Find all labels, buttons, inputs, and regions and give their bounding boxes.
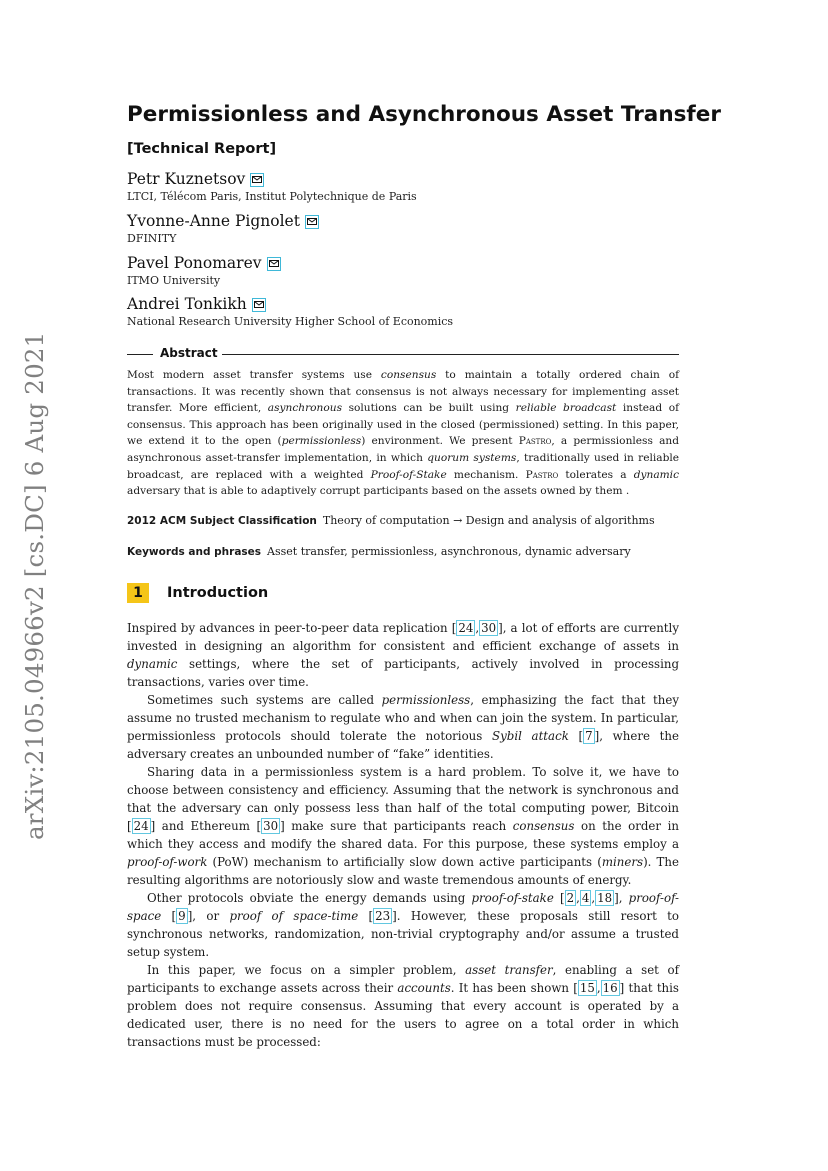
- author-name: Yvonne-Anne Pignolet: [127, 212, 300, 230]
- author-name: Andrei Tonkikh: [127, 295, 247, 313]
- citation-link[interactable]: 30: [481, 621, 497, 635]
- classification-value: Theory of computation → Design and analysis of algorithms: [322, 514, 655, 527]
- citation-link[interactable]: 16: [602, 981, 618, 995]
- author-name: Pavel Ponomarev: [127, 254, 262, 272]
- citation-link[interactable]: 2: [566, 891, 575, 905]
- citation-link[interactable]: 30: [263, 819, 279, 833]
- author-affiliation: National Research University Higher School of Economics: [127, 315, 454, 328]
- mail-icon[interactable]: [267, 257, 281, 271]
- author-block: [127, 170, 417, 203]
- acm-classification: [127, 514, 687, 527]
- abstract-heading: [127, 346, 679, 362]
- citation-link[interactable]: 7: [585, 729, 593, 743]
- paragraph: Sharing data in a permissionless system is a hard problem. To solve it, we have to choose between consistency and efficiency. Assuming that the network is synchronous and that the adversary can only possess less than half of the total computing power, Bitcoin [ 24 ] and Ethereum [ 30 ] make sure that participants reach consensus on the order in which they access and modify the shared data. For this purpose, these systems employ a proof-of-work (PoW) mechanism to artificially slow down active participants (miners). The resulting algorithms are notoriously slow and waste tremendous amounts of energy.: [127, 765, 679, 887]
- section-number: 1: [127, 583, 149, 603]
- citation-link[interactable]: 9: [178, 909, 186, 923]
- section-title: Introduction: [167, 585, 269, 601]
- citation-link[interactable]: 15: [579, 981, 595, 995]
- citation-link[interactable]: 18: [597, 891, 613, 905]
- citation-link[interactable]: 23: [375, 909, 391, 923]
- author-block: [127, 254, 281, 287]
- paragraph: Other protocols obviate the energy demands using proof-of-stake [ 2 , 4 , 18 ], proof-of-space [ 9 ], or proof of space-time [ 23 ]. However, these proposals still resort to synchronous networks, randomization, non-trivial cryptography and/or assume a trusted setup system.: [127, 891, 680, 959]
- arxiv-stamp: arXiv:2105.04966v2 [cs.DC] 6 Aug 2021: [20, 331, 49, 840]
- divider: [127, 354, 153, 355]
- system-name: Pastro: [518, 435, 552, 448]
- abstract-text: Most modern asset transfer systems use consensus to maintain a totally ordered chain of transactions. It was recently shown that consensus is not always necessary for implementing asset transfer. More efficient, asynchronous solutions can be built using reliable broadcast instead of consensus. This approach has been originally used in the closed (permissioned) setting. In this paper, we extend it to the open (permissionless) environment. We present Pastro, a permissionless and asynchronous asset-transfer implementation, in which quorum systems, traditionally used in reliable broadcast, are replaced with a weighted Proof-of-Stake mechanism. Pastro tolerates a dynamic adversary that is able to adaptively corrupt participants based on the assets owned by them .: [127, 369, 680, 498]
- paragraph: In this paper, we focus on a simpler problem, asset transfer, enabling a set of participants to exchange assets across their accounts. It has been shown [ 15 , 16 ] that this problem does not require consensus. Assuming that every account is operated by a dedicated user, there is no need for the users to agree on a total order in which transactions must be processed:: [127, 963, 679, 1049]
- keywords: [127, 545, 687, 558]
- author-affiliation: DFINITY: [127, 232, 177, 245]
- paper-subtitle: [Technical Report]: [127, 141, 277, 157]
- paragraph: Inspired by advances in peer-to-peer data replication [ 24 , 30 ], a lot of efforts are currently invested in designing an algorithm for consistent and efficient exchange of assets in dynamic settings, where the set of participants, actively involved in processing transactions, varies over time.: [127, 621, 679, 689]
- author-name: Petr Kuznetsov: [127, 170, 246, 188]
- section-heading: [127, 583, 268, 603]
- classification-label: 2012 ACM Subject Classification: [127, 515, 317, 527]
- citation-link[interactable]: 24: [458, 621, 474, 635]
- mail-icon[interactable]: [252, 298, 266, 312]
- keywords-label: Keywords and phrases: [127, 546, 262, 558]
- citation-link[interactable]: 4: [581, 891, 590, 905]
- divider: [222, 354, 679, 355]
- abstract-label: Abstract: [160, 346, 218, 360]
- mail-icon[interactable]: [250, 173, 264, 187]
- author-block: [127, 212, 319, 245]
- paper-title: Permissionless and Asynchronous Asset Transfer: [127, 102, 721, 127]
- author-affiliation: ITMO University: [127, 274, 221, 287]
- author-affiliation: LTCI, Télécom Paris, Institut Polytechnique de Paris: [127, 190, 417, 203]
- paragraph: Sometimes such systems are called permissionless, emphasizing the fact that they assume no trusted mechanism to regulate who and when can join the system. In particular, permissionless protocols should tolerate the notorious Sybil attack [ 7 ], where the adversary creates an unbounded number of “fake” identities.: [127, 693, 679, 761]
- mail-icon[interactable]: [305, 215, 319, 229]
- author-block: [127, 295, 453, 328]
- keywords-value: Asset transfer, permissionless, asynchronous, dynamic adversary: [267, 545, 631, 558]
- citation-link[interactable]: 24: [133, 819, 149, 833]
- system-name: Pastro: [525, 468, 559, 481]
- introduction-text: [127, 619, 679, 1051]
